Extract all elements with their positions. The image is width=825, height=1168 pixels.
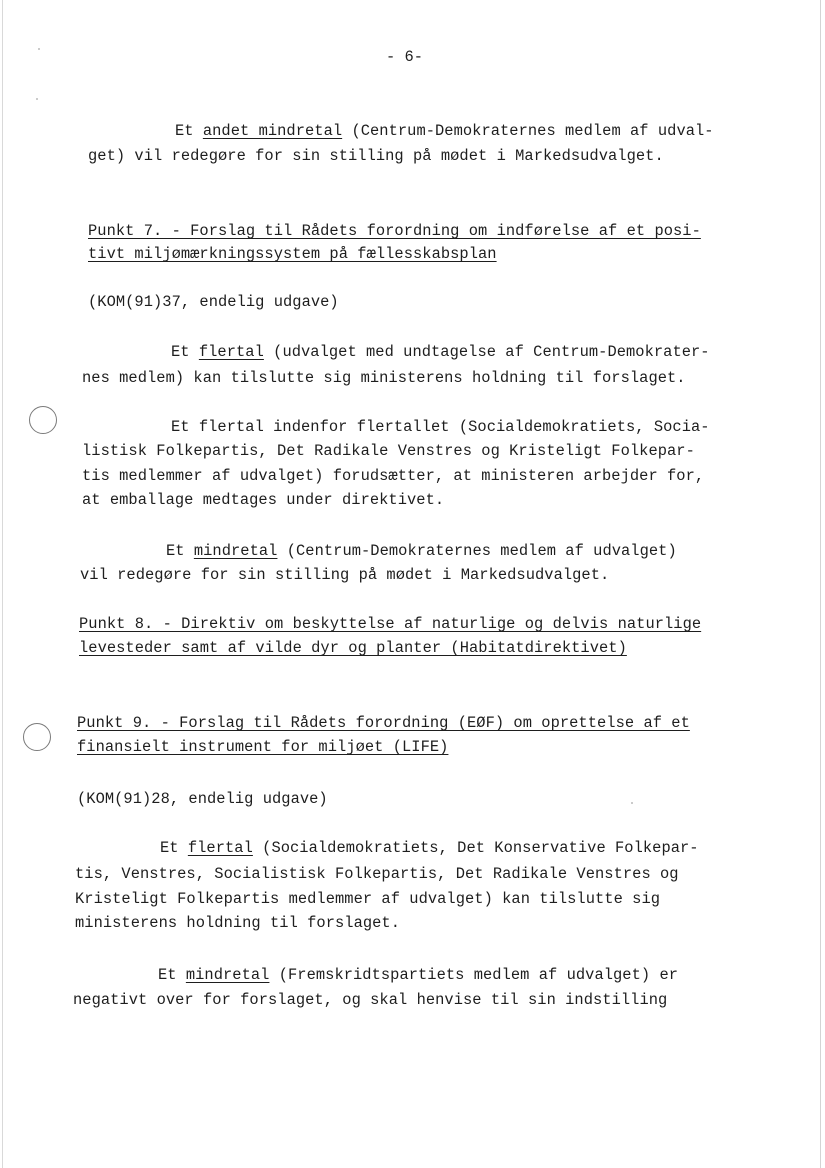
document-reference: (KOM(91)37, endelig udgave) — [88, 293, 339, 311]
paragraph-line — [175, 121, 714, 141]
underlined-term: mindretal — [193, 542, 278, 560]
section-heading-punkt-8: Punkt 8. - Direktiv om beskyttelse af naturlige og delvis naturlige — [79, 615, 702, 633]
paragraph-line: at emballage medtages under direktivet. — [82, 491, 445, 509]
text: Et — [166, 542, 194, 560]
text: (Socialdemokratiets, Det Konservative Folkepar- — [252, 839, 699, 857]
text: Et — [175, 122, 203, 140]
section-heading-punkt-9: Punkt 9. - Forslag til Rådets forordning (EØF) om oprettelse af et — [77, 714, 690, 732]
scan-speck — [36, 98, 38, 100]
scan-speck — [631, 802, 633, 804]
document-reference: (KOM(91)28, endelig udgave) — [77, 790, 328, 808]
paragraph-line: listisk Folkepartis, Det Radikale Venstres og Kristeligt Folkepar- — [82, 442, 695, 460]
section-heading-punkt-8-cont: levesteder samt af vilde dyr og planter (Habitatdirektivet) — [79, 639, 627, 657]
paragraph-line — [166, 541, 677, 561]
page-number: - 6- — [386, 48, 423, 66]
section-heading-punkt-7-cont: tivt miljømærkningssystem på fællesskabsplan — [88, 245, 497, 263]
paragraph-line: Kristeligt Folkepartis medlemmer af udvalget) kan tilslutte sig — [75, 890, 661, 908]
text: (Fremskridtspartiets medlem af udvalget) er — [269, 966, 679, 984]
paragraph-line: tis medlemmer af udvalget) forudsætter, at ministeren arbejder for, — [82, 467, 705, 485]
page-edge-right — [820, 0, 821, 1168]
page-edge-left — [2, 0, 3, 1168]
text: Et — [171, 343, 199, 361]
paragraph-line: tis, Venstres, Socialistisk Folkepartis, Det Radikale Venstres og — [75, 865, 679, 883]
paragraph-line: negativt over for forslaget, og skal henvise til sin indstilling — [73, 991, 668, 1009]
text: (Centrum-Demokraternes medlem af udvalget) — [277, 542, 677, 560]
underlined-term: andet mindretal — [202, 122, 343, 140]
paragraph-line: vil redegøre for sin stilling på mødet i Markedsudvalget. — [80, 566, 610, 584]
underlined-term: flertal — [187, 839, 253, 857]
paragraph-line — [160, 838, 699, 858]
paragraph-line — [158, 965, 678, 985]
underlined-term: mindretal — [185, 966, 270, 984]
text: (udvalget med undtagelse af Centrum-Demokrater- — [263, 343, 710, 361]
paragraph-line — [171, 342, 710, 362]
text: (Centrum-Demokraternes medlem af udval- — [342, 122, 714, 140]
punch-hole — [29, 406, 57, 434]
paragraph-line: ministerens holdning til forslaget. — [75, 914, 401, 932]
section-heading-punkt-9-cont: finansielt instrument for miljøet (LIFE) — [77, 738, 449, 756]
underlined-term: flertal — [198, 343, 264, 361]
section-heading-punkt-7: Punkt 7. - Forslag til Rådets forordning om indførelse af et posi- — [88, 222, 701, 240]
paragraph-line: get) vil redegøre for sin stilling på mødet i Markedsudvalget. — [88, 147, 664, 165]
paragraph-line: Et flertal indenfor flertallet (Socialdemokratiets, Socia- — [171, 418, 710, 436]
scan-speck — [38, 48, 40, 50]
text: Et — [158, 966, 186, 984]
paragraph-line: nes medlem) kan tilslutte sig ministerens holdning til forslaget. — [82, 369, 686, 387]
punch-hole — [23, 723, 51, 751]
text: Et — [160, 839, 188, 857]
